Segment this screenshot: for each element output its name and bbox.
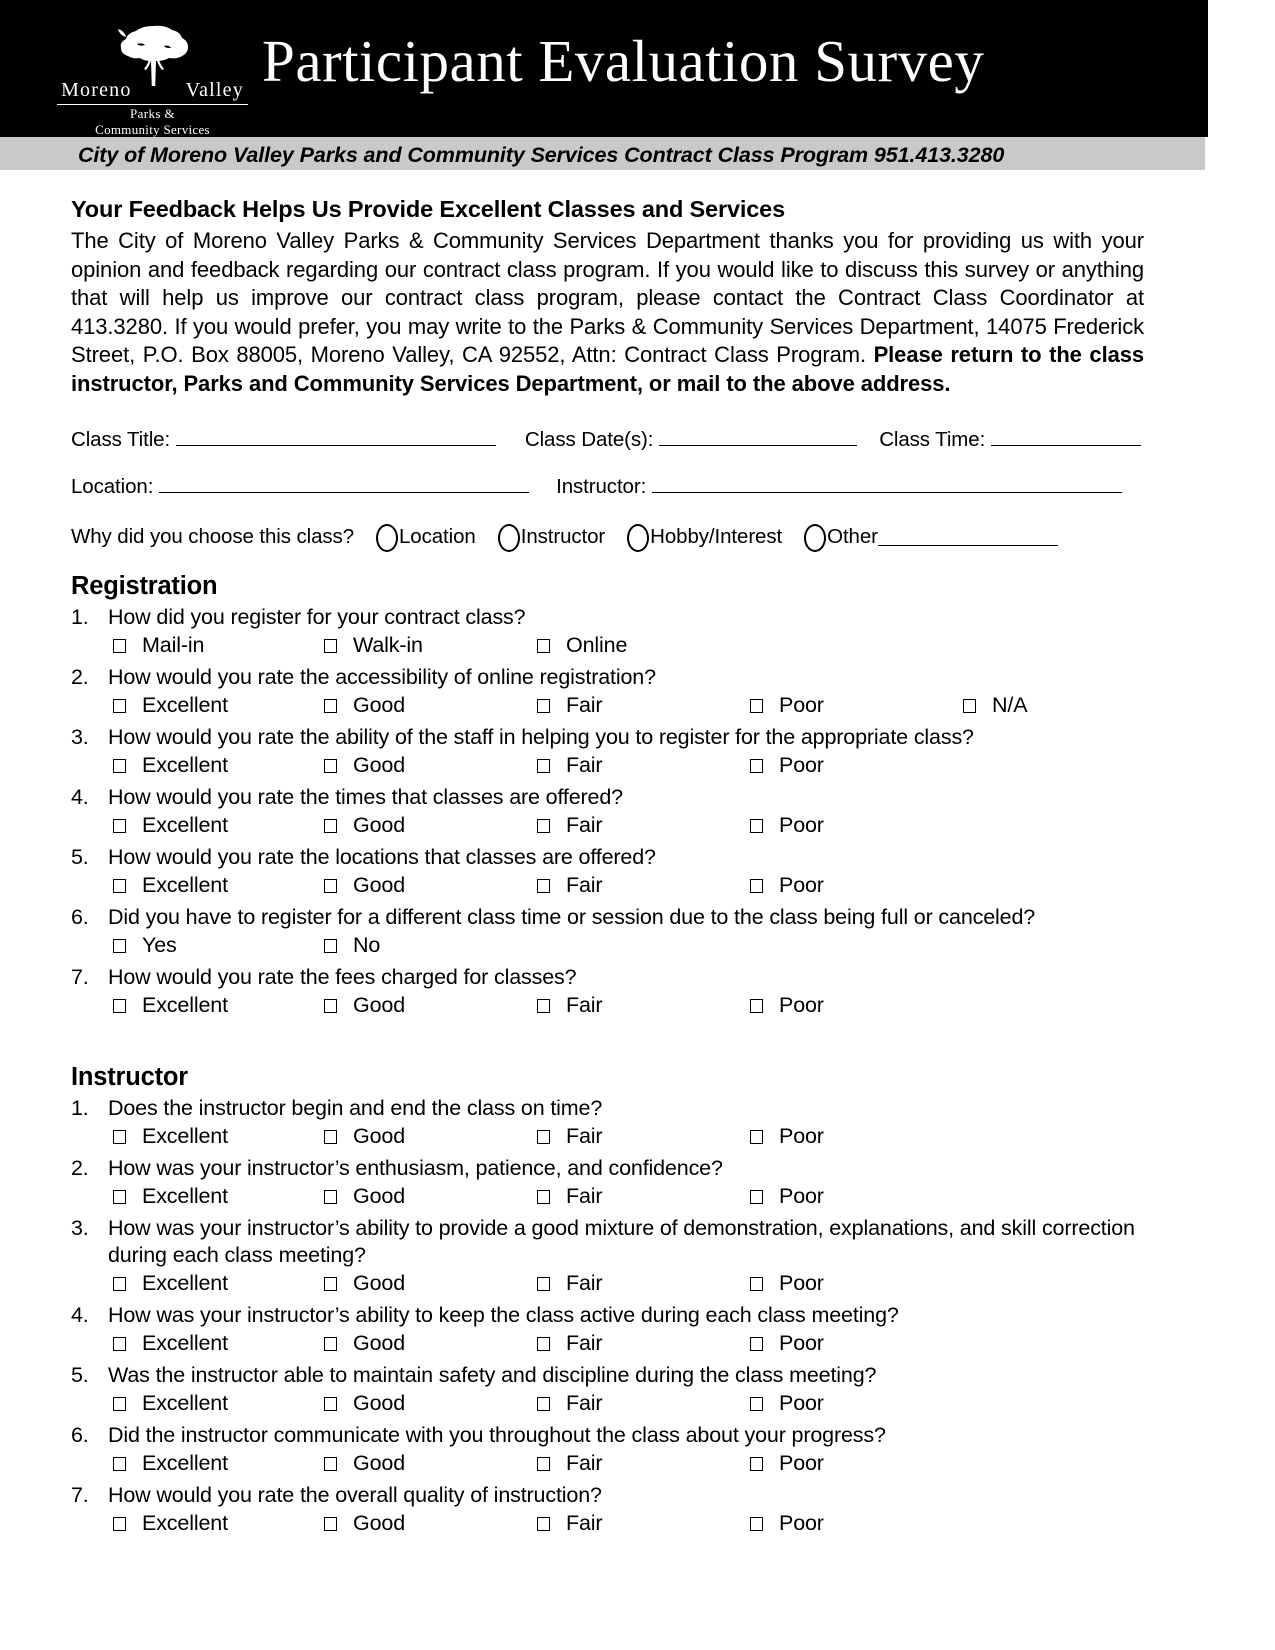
checkbox-label: Fair [566,812,603,837]
question [71,1422,1144,1477]
checkbox-label: Mail-in [142,632,205,657]
checkbox-label: Fair [566,1390,603,1415]
checkbox-icon[interactable] [324,759,337,773]
checkbox-label: N/A [992,692,1028,717]
checkbox-icon[interactable] [324,1277,337,1291]
checkbox-label: Fair [566,692,603,717]
checkbox-icon[interactable] [750,699,763,713]
checkbox-label: Walk-in [353,632,423,657]
question-text: How would you rate the overall quality of instruction? [108,1482,602,1507]
checkbox-icon[interactable] [113,699,126,713]
question-text: How was your instructor’s ability to provide a good mixture of demonstration, explanations, and skill correction during each class meeting? [108,1215,1135,1267]
checkbox-icon[interactable] [537,639,550,653]
question-number: 7. [71,1482,89,1507]
checkbox-option[interactable] [324,811,405,839]
field-row-1 [71,429,1144,451]
field-row-2 [71,476,1144,498]
question-number: 6. [71,1422,89,1447]
checkbox-icon[interactable] [750,1190,763,1204]
checkbox-icon[interactable] [113,939,126,953]
question [71,844,1144,899]
class-time-label: Class Time: [879,427,986,451]
question-text: How would you rate the fees charged for classes? [108,964,577,989]
checkbox-label: Good [353,1450,405,1475]
checkbox-icon[interactable] [537,879,550,893]
checkbox-icon[interactable] [113,879,126,893]
checkbox-icon[interactable] [537,1457,550,1471]
checkbox-icon[interactable] [113,1130,126,1144]
checkbox-icon[interactable] [963,699,976,713]
option-row [71,1389,1144,1417]
option-row [71,1509,1144,1537]
checkbox-option[interactable] [750,1509,824,1537]
question-number: 1. [71,1095,89,1120]
checkbox-option[interactable] [537,1389,602,1417]
checkbox-label: Excellent [142,692,228,717]
logo-moreno: Moreno [61,79,132,101]
question [71,1155,1144,1210]
checkbox-option[interactable] [324,991,405,1019]
checkbox-icon[interactable] [750,1457,763,1471]
checkbox-option[interactable] [113,691,228,719]
logo-city-name [55,80,250,100]
checkbox-icon[interactable] [113,1277,126,1291]
question-number: 3. [71,724,89,749]
checkbox-icon[interactable] [750,999,763,1013]
checkbox-option[interactable] [113,871,228,899]
question-text: How did you register for your contract class? [108,604,526,629]
checkbox-icon[interactable] [324,1517,337,1531]
checkbox-label: Excellent [142,812,228,837]
question [71,724,1144,779]
option-row [71,871,1144,899]
checkbox-label: Poor [779,1450,824,1475]
checkbox-label: Good [353,1183,405,1208]
checkbox-option[interactable] [324,871,405,899]
logo-tagline-1: Parks & [129,106,176,121]
checkbox-option[interactable] [750,1269,824,1297]
why-choose-row [71,524,1144,552]
question [71,1362,1144,1417]
checkbox-label: Good [353,1123,405,1148]
question-text: How would you rate the ability of the staff in helping you to register for the appropriate class? [108,724,974,749]
checkbox-icon[interactable] [324,1190,337,1204]
checkbox-label: Excellent [142,1330,228,1355]
checkbox-option[interactable] [113,1122,228,1150]
question-text: How would you rate the locations that classes are offered? [108,844,656,869]
class-title-input[interactable] [176,429,496,446]
checkbox-option[interactable] [537,751,602,779]
checkbox-label: Poor [779,1270,824,1295]
checkbox-option[interactable] [324,1182,405,1210]
logo-tagline-2: Community Services [95,122,210,137]
checkbox-option[interactable] [537,1122,602,1150]
checkbox-icon[interactable] [113,1397,126,1411]
checkbox-icon[interactable] [324,1130,337,1144]
checkbox-label: Online [566,632,628,657]
checkbox-icon[interactable] [113,759,126,773]
checkbox-option[interactable] [324,1509,405,1537]
checkbox-icon[interactable] [324,1457,337,1471]
checkbox-icon[interactable] [537,1517,550,1531]
class-info-fields [71,429,1144,552]
checkbox-option[interactable] [750,1122,824,1150]
option-row [71,1449,1144,1477]
document-body [71,196,1144,1542]
checkbox-icon[interactable] [324,939,337,953]
title-word-1: Participant [262,28,524,94]
checkbox-label: Good [353,752,405,777]
checkbox-option[interactable] [113,1449,228,1477]
checkbox-option[interactable] [113,1389,228,1417]
why-other-input[interactable] [878,529,1058,546]
checkbox-label: Poor [779,1330,824,1355]
checkbox-option[interactable] [324,1389,405,1417]
question [71,964,1144,1019]
checkbox-label: Excellent [142,872,228,897]
checkbox-label: Poor [779,1183,824,1208]
checkbox-label: Fair [566,1330,603,1355]
checkbox-option[interactable] [113,931,177,959]
checkbox-label: Fair [566,1510,603,1535]
checkbox-label: Excellent [142,992,228,1017]
checkbox-option[interactable] [963,691,1027,719]
checkbox-label: Fair [566,872,603,897]
question [71,904,1144,959]
question-number: 5. [71,1362,89,1387]
radio-instructor[interactable] [498,524,520,552]
checkbox-label: Poor [779,1390,824,1415]
checkbox-icon[interactable] [113,999,126,1013]
checkbox-label: Good [353,1510,405,1535]
question [71,1215,1144,1297]
question-text: How was your instructor’s enthusiasm, patience, and confidence? [108,1155,723,1180]
checkbox-option[interactable] [750,871,824,899]
checkbox-option[interactable] [324,1449,405,1477]
checkbox-icon[interactable] [537,1397,550,1411]
subtitle: City of Moreno Valley Parks and Community Services Contract Class Program 951.413.3280 [78,143,1005,167]
survey-sections [71,572,1144,1537]
checkbox-icon[interactable] [113,1190,126,1204]
checkbox-label: Excellent [142,1183,228,1208]
checkbox-label: Good [353,1270,405,1295]
question [71,604,1144,659]
title-word-3: Survey [814,28,985,94]
question-number: 1. [71,604,89,629]
question [71,664,1144,719]
option-row [71,1269,1144,1297]
checkbox-icon[interactable] [113,1457,126,1471]
checkbox-icon[interactable] [324,1337,337,1351]
checkbox-option[interactable] [113,1269,228,1297]
question-number: 3. [71,1215,89,1240]
checkbox-icon[interactable] [537,1337,550,1351]
checkbox-icon[interactable] [537,1190,550,1204]
checkbox-label: Fair [566,992,603,1017]
checkbox-label: Excellent [142,1510,228,1535]
checkbox-label: Good [353,1330,405,1355]
checkbox-option[interactable] [113,811,228,839]
checkbox-option[interactable] [750,1182,824,1210]
checkbox-option[interactable] [537,1449,602,1477]
radio-hobby-interest[interactable] [627,524,649,552]
checkbox-label: Good [353,692,405,717]
checkbox-label: Excellent [142,1270,228,1295]
option-row [71,811,1144,839]
moreno-valley-logo [55,24,250,137]
checkbox-label: Good [353,812,405,837]
checkbox-icon[interactable] [537,1277,550,1291]
checkbox-icon[interactable] [750,819,763,833]
checkbox-icon[interactable] [324,699,337,713]
checkbox-option[interactable] [113,1329,228,1357]
checkbox-label: Fair [566,752,603,777]
checkbox-option[interactable] [537,1269,602,1297]
question [71,1095,1144,1150]
checkbox-option[interactable] [750,991,824,1019]
checkbox-label: Fair [566,1270,603,1295]
option-row [71,1329,1144,1357]
question [71,784,1144,839]
oak-tree-icon [107,24,199,86]
option-row [71,1182,1144,1210]
option-row [71,631,1144,659]
question-text: Did the instructor communicate with you throughout the class about your progress? [108,1422,886,1447]
checkbox-icon[interactable] [537,699,550,713]
class-dates-label: Class Date(s): [524,427,654,451]
checkbox-option[interactable] [324,1329,405,1357]
checkbox-label: No [353,932,381,957]
option-row [71,1122,1144,1150]
checkbox-option[interactable] [750,1329,824,1357]
checkbox-label: Excellent [142,1390,228,1415]
option-row [71,991,1144,1019]
checkbox-option[interactable] [537,1182,602,1210]
question-number: 4. [71,1302,89,1327]
class-dates-input[interactable] [659,429,857,446]
checkbox-icon[interactable] [537,999,550,1013]
checkbox-label: Excellent [142,752,228,777]
checkbox-option[interactable] [324,631,423,659]
intro-text-bold: Please return to the class instructor, Parks and Community Services Department, or mail to the above address. [71,342,1144,396]
instructor-label: Instructor: [556,475,647,499]
question-number: 5. [71,844,89,869]
checkbox-option[interactable] [750,691,824,719]
checkbox-label: Excellent [142,1450,228,1475]
checkbox-label: Poor [779,1123,824,1148]
checkbox-icon[interactable] [113,1517,126,1531]
checkbox-option[interactable] [537,871,602,899]
checkbox-label: Poor [779,992,824,1017]
option-row [71,931,1144,959]
checkbox-option[interactable] [537,691,602,719]
checkbox-label: Good [353,1390,405,1415]
page-title [262,28,985,94]
checkbox-icon[interactable] [750,759,763,773]
checkbox-icon[interactable] [750,1130,763,1144]
checkbox-option[interactable] [324,1122,405,1150]
checkbox-icon[interactable] [324,639,337,653]
radio-other[interactable] [804,524,826,552]
checkbox-label: Poor [779,692,824,717]
checkbox-option[interactable] [324,1269,405,1297]
checkbox-icon[interactable] [750,879,763,893]
question-text: How would you rate the accessibility of online registration? [108,664,656,689]
checkbox-icon[interactable] [113,819,126,833]
question-number: 7. [71,964,89,989]
intro-paragraph [71,227,1144,399]
checkbox-label: Poor [779,1510,824,1535]
checkbox-option[interactable] [537,631,627,659]
checkbox-label: Good [353,992,405,1017]
section-title-instructor: Instructor [71,1062,189,1091]
checkbox-option[interactable] [113,1509,228,1537]
why-option-hobby: Hobby/Interest [650,525,783,549]
checkbox-icon[interactable] [324,1397,337,1411]
checkbox-icon[interactable] [537,1130,550,1144]
checkbox-label: Poor [779,812,824,837]
question-text: Does the instructor begin and end the class on time? [108,1095,603,1120]
checkbox-option[interactable] [537,1329,602,1357]
question-number: 2. [71,1155,89,1180]
class-time-input[interactable] [991,429,1141,446]
checkbox-icon[interactable] [324,999,337,1013]
radio-location[interactable] [376,524,398,552]
checkbox-icon[interactable] [750,1397,763,1411]
checkbox-icon[interactable] [324,819,337,833]
question [71,1482,1144,1537]
checkbox-icon[interactable] [537,819,550,833]
question-number: 6. [71,904,89,929]
checkbox-label: Poor [779,752,824,777]
logo-divider [57,104,248,105]
option-row [71,751,1144,779]
feedback-heading: Your Feedback Helps Us Provide Excellent Classes and Services [71,196,786,222]
logo-valley: Valley [185,79,244,101]
location-label: Location: [71,475,154,499]
question-text: How was your instructor’s ability to keep the class active during each class meeting? [108,1302,899,1327]
checkbox-option[interactable] [537,811,602,839]
checkbox-option[interactable] [113,751,228,779]
question [71,1302,1144,1357]
question-number: 4. [71,784,89,809]
checkbox-icon[interactable] [113,639,126,653]
section-title-registration: Registration [71,571,218,600]
class-title-label: Class Title: [71,427,171,451]
checkbox-label: Excellent [142,1123,228,1148]
checkbox-icon[interactable] [750,1337,763,1351]
checkbox-option[interactable] [750,1389,824,1417]
checkbox-label: Fair [566,1183,603,1208]
checkbox-icon[interactable] [750,1517,763,1531]
why-choose-question: Why did you choose this class? [71,525,354,549]
checkbox-option[interactable] [537,991,602,1019]
checkbox-option[interactable] [324,751,405,779]
checkbox-label: Fair [566,1450,603,1475]
checkbox-option[interactable] [113,1182,228,1210]
checkbox-option[interactable] [537,1509,602,1537]
question-text: Was the instructor able to maintain safety and discipline during the class meeting? [108,1362,877,1387]
why-option-location: Location [399,525,476,549]
question-text: Did you have to register for a different class time or session due to the class being full or canceled? [108,904,1036,929]
checkbox-option[interactable] [750,1449,824,1477]
checkbox-icon[interactable] [537,759,550,773]
checkbox-label: Yes [142,932,177,957]
checkbox-icon[interactable] [113,1337,126,1351]
checkbox-label: Good [353,872,405,897]
checkbox-option[interactable] [324,691,405,719]
question-text: How would you rate the times that classes are offered? [108,784,623,809]
title-word-2: Evaluation [538,28,799,94]
checkbox-option[interactable] [324,931,380,959]
checkbox-option[interactable] [113,631,204,659]
checkbox-icon[interactable] [324,879,337,893]
checkbox-option[interactable] [113,991,228,1019]
why-option-instructor: Instructor [520,525,606,549]
checkbox-option[interactable] [750,751,824,779]
intro-text-normal: The City of Moreno Valley Parks & Community Services Department thanks you for providing us with your opinion and feedback regarding our contract class program. If you would like to discuss this survey or anything that will help us improve our contract class program, please contact the Contract Class Coordinator at 413.3280. If you would prefer, you may write to the Parks & Community Services Department, 14075 Frederick Street, P.O. Box 88005, Moreno Valley, CA 92552, Attn: Contract Class Program. [71,228,1144,368]
instructor-input[interactable] [652,476,1122,493]
question-number: 2. [71,664,89,689]
why-option-other: Other [827,525,878,549]
location-input[interactable] [159,476,529,493]
option-row [71,691,1144,719]
checkbox-label: Fair [566,1123,603,1148]
checkbox-option[interactable] [750,811,824,839]
checkbox-label: Poor [779,872,824,897]
checkbox-icon[interactable] [750,1277,763,1291]
